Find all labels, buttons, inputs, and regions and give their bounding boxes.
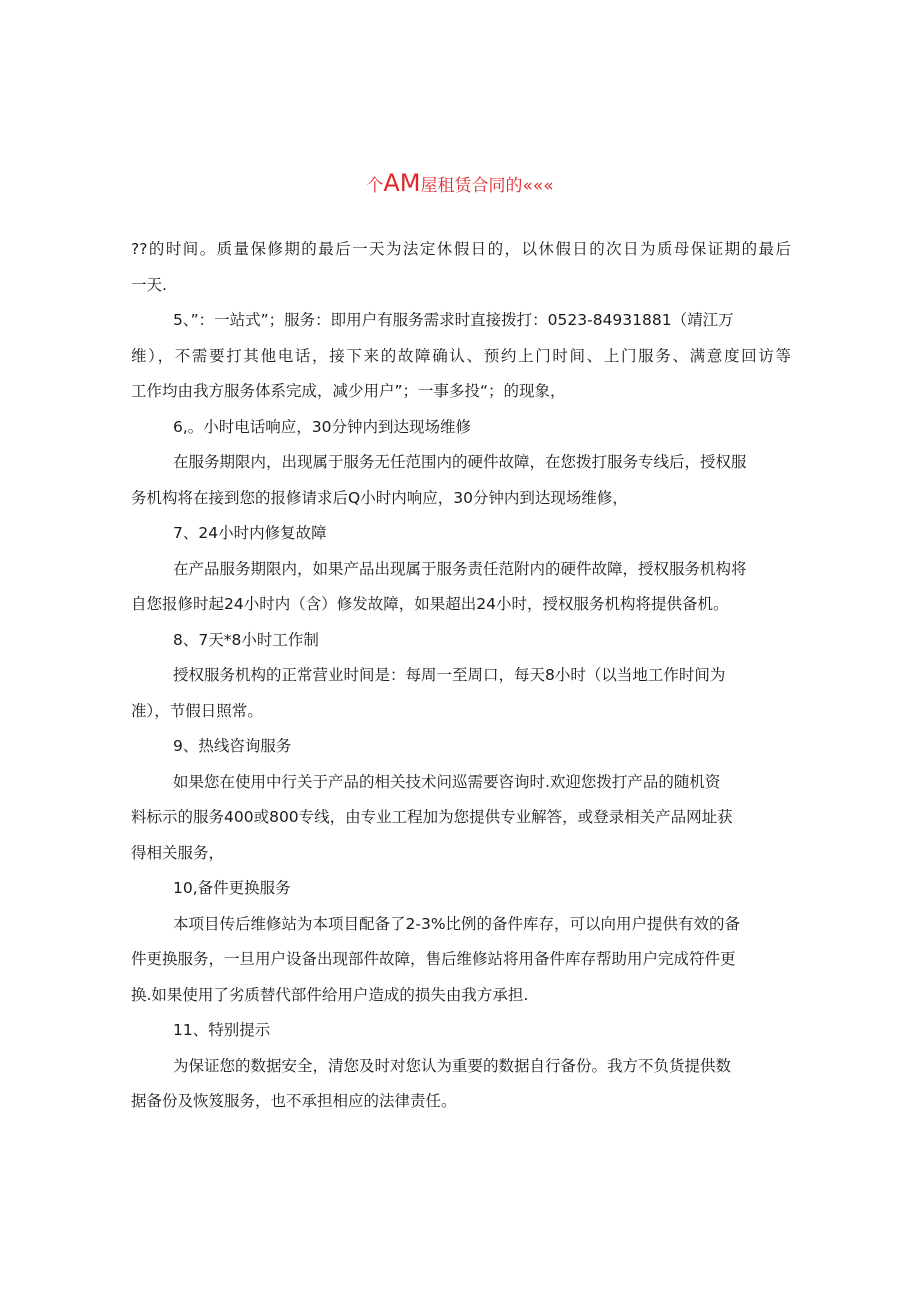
paragraph-line: 料标示的服务400或800专线，由专业工程加为您提供专业解答，或登录相关产品网址获 bbox=[131, 808, 733, 826]
paragraph-line: 在服务期限内，出现属于服务无任范围内的硬件故障，在您拨打服务专线后，授权服 bbox=[173, 453, 747, 471]
paragraph-line: 据备份及恢笈服务，也不承担相应的法律责任。 bbox=[131, 1092, 457, 1110]
title-latin: AM bbox=[383, 169, 421, 197]
item-8-heading: 8、7天*8小时工作制 bbox=[173, 630, 319, 649]
document-body bbox=[131, 232, 801, 1120]
paragraph-line: 工作均由我方服务体系完成，减少用户”；一事多投“；的现象， bbox=[131, 382, 566, 400]
title-prefix: 个 bbox=[366, 176, 384, 196]
paragraph-line: 换.如果使用了劣质替代部件给用户造成的损失由我方承担. bbox=[131, 985, 529, 1004]
paragraph-line: 准），节假日照常。 bbox=[131, 701, 263, 720]
paragraph-line: 得相关服务， bbox=[131, 843, 225, 862]
paragraph-line: ??的时间。质量保修期的最后一天为法定休假日的，以休假日的次日为质母保证期的最后 bbox=[131, 240, 791, 258]
paragraph-line: 如果您在使用中行关于产品的相关技术问巡需要咨询时.欢迎您拨打产品的随机资 bbox=[173, 772, 721, 791]
paragraph-line: 本项目传后维修站为本项目配备了2-3%比例的备件库存，可以向用户提供有效的备 bbox=[173, 914, 741, 933]
paragraph-line: 为保证您的数据安全，清您及时对您认为重要的数据自行备份。我方不负货提供数 bbox=[173, 1056, 732, 1075]
item-10-heading: 10,备件更换服务 bbox=[173, 879, 291, 897]
paragraph-line: 务机构将在接到您的报修请求后Q小时内响应，30分钟内到达现场维修， bbox=[131, 488, 628, 507]
title-suffix: 屋租赁合同的««« bbox=[420, 176, 554, 196]
document-title bbox=[0, 168, 920, 201]
paragraph-line: 件更换服务，一旦用户设备出现部件故障，售后维修站将用备件库存帮助用户完成符件更 bbox=[131, 950, 736, 968]
item-7-heading: 7、24小时内修复故障 bbox=[173, 524, 327, 542]
paragraph-line: 在产品服务期限内，如果产品出现属于服务责任范附内的硬件故障，授权服务机构将 bbox=[173, 559, 747, 578]
paragraph-line: 一天. bbox=[131, 275, 167, 294]
item-5-heading: 5、”：一站式”；服务：即用户有服务需求时直接拨打：0523-84931881（靖江万 bbox=[173, 311, 734, 329]
item-11-heading: 11、特别提示 bbox=[173, 1021, 271, 1039]
item-6-heading: 6,。小时电话响应，30分钟内到达现场维修 bbox=[173, 417, 472, 436]
paragraph-line: 自您报修时起24小时内（含）修发故障，如果超出24小时，授权服务机构将提供备机。 bbox=[131, 595, 729, 613]
paragraph-line: 授权服务机构的正常营业时间是：每周一至周口，每天8小时（以当地工作时间为 bbox=[173, 666, 726, 684]
paragraph-line: 维），不需要打其他电话，接下来的故障确认、预约上门时间、上门服务、满意度回访等 bbox=[131, 346, 791, 365]
item-9-heading: 9、热线咨询服务 bbox=[173, 737, 292, 755]
